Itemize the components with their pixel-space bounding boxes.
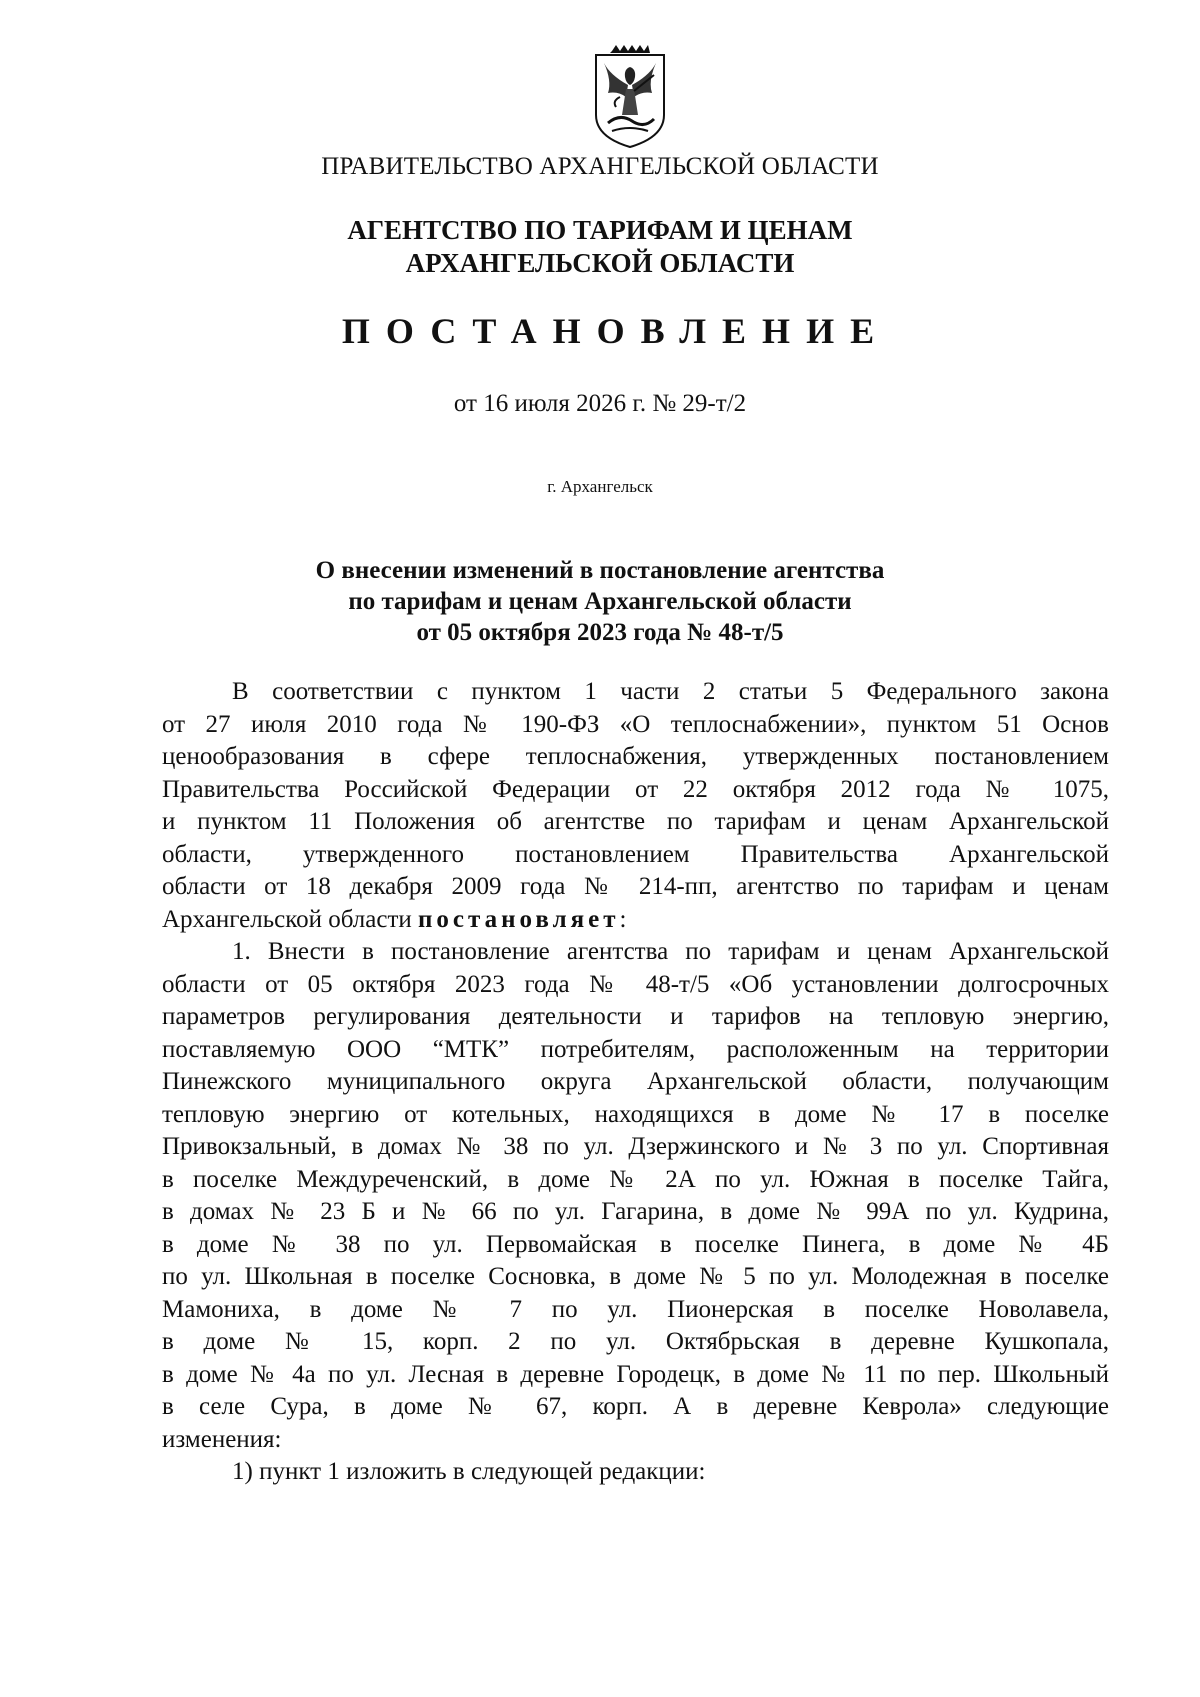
item-1-line: в доме № 15, корп. 2 по ул. Октябрьская в деревне Кушкопала, xyxy=(162,1328,1109,1355)
document-subject xyxy=(0,555,1200,648)
item-1-line: изменения: xyxy=(162,1425,282,1453)
preamble-line: и пунктом 11 Положения об агентстве по тарифам и ценам Архангельской xyxy=(162,808,1109,835)
item-1-paragraph xyxy=(162,936,1109,1456)
document-type: ПОСТАНОВЛЕНИЕ xyxy=(341,311,891,351)
agency-name xyxy=(0,214,1200,280)
item-1-line: в доме № 38 по ул. Первомайская в поселке Пинега, в доме № 4Б xyxy=(162,1230,1109,1258)
preamble-line: области от 18 декабря 2009 года № 214-пп, агентство по тарифам и ценам xyxy=(162,873,1109,900)
item-1-line: по ул. Школьная в поселке Сосновка, в доме № 5 по ул. Молодежная в поселке xyxy=(162,1263,1109,1290)
preamble-line: ценообразования в сфере теплоснабжения, утвержденных постановлением xyxy=(162,743,1109,770)
agency-name-line-2: АРХАНГЕЛЬСКОЙ ОБЛАСТИ xyxy=(405,248,795,278)
item-1-line: параметров регулирования деятельности и тарифов на тепловую энергию, xyxy=(162,1003,1109,1030)
preamble-final-line xyxy=(162,904,1109,937)
preamble-line: В соответствии с пунктом 1 части 2 статьи 5 Федерального закона xyxy=(232,678,1109,705)
item-1-line: 1. Внести в постановление агентства по тарифам и ценам Архангельской xyxy=(232,938,1109,965)
item-1-line: в домах № 23 Б и № 66 по ул. Гагарина, в доме № 99А по ул. Кудрина, xyxy=(162,1198,1109,1225)
government-name: ПРАВИТЕЛЬСТВО АРХАНГЕЛЬСКОЙ ОБЛАСТИ xyxy=(321,153,879,180)
subitem-1-line: 1) пункт 1 изложить в следующей редакции: xyxy=(232,1458,706,1485)
preamble-final-prefix: Архангельской области xyxy=(162,905,419,933)
subitem-1-paragraph xyxy=(162,1456,1109,1489)
item-1-line: области от 05 октября 2023 года № 48-т/5 «Об установлении долгосрочных xyxy=(162,970,1109,998)
preamble-final-suffix: : xyxy=(619,905,627,933)
decree-action-word: постановляет xyxy=(418,905,620,933)
preamble-line: Правительства Российской Федерации от 22 октября 2012 года № 1075, xyxy=(162,775,1109,803)
city-name: г. Архангельск xyxy=(547,477,653,496)
agency-name-line-1: АГЕНТСТВО ПО ТАРИФАМ И ЦЕНАМ xyxy=(347,215,853,245)
item-1-line: поставляемую ООО “МТК” потребителям, расположенным на территории xyxy=(162,1035,1109,1063)
item-1-line: Мамониха, в доме № 7 по ул. Пионерская в поселке Новолавела, xyxy=(162,1295,1109,1323)
item-1-line: в поселке Междуреченский, в доме № 2А по ул. Южная в поселке Тайга, xyxy=(162,1165,1109,1193)
item-1-line: в селе Сура, в доме № 67, корп. А в деревне Кеврола» следующие xyxy=(162,1393,1109,1420)
coat-of-arms-icon xyxy=(590,45,670,150)
item-1-line: Пинежского муниципального округа Архангельской области, получающим xyxy=(162,1068,1109,1095)
preamble-line: от 27 июля 2010 года № 190-ФЗ «О теплоснабжении», пунктом 51 Основ xyxy=(162,710,1109,738)
preamble-line: области, утвержденного постановлением Правительства Архангельской xyxy=(162,840,1109,868)
item-1-line: Привокзальный, в домах № 38 по ул. Дзержинского и № 3 по ул. Спортивная xyxy=(162,1133,1109,1160)
item-1-line: тепловую энергию от котельных, находящихся в доме № 17 в поселке xyxy=(162,1100,1109,1128)
preamble-paragraph xyxy=(162,676,1109,936)
date-and-number: от 16 июля 2026 г. № 29-т/2 xyxy=(453,390,747,417)
subject-line-1: О внесении изменений в постановление агентства xyxy=(315,557,885,584)
subject-line-2: по тарифам и ценам Архангельской области xyxy=(348,588,852,615)
item-1-line: в доме № 4а по ул. Лесная в деревне Городецк, в доме № 11 по пер. Школьный xyxy=(162,1360,1109,1388)
subject-line-3: от 05 октября 2023 года № 48-т/5 xyxy=(416,619,784,646)
